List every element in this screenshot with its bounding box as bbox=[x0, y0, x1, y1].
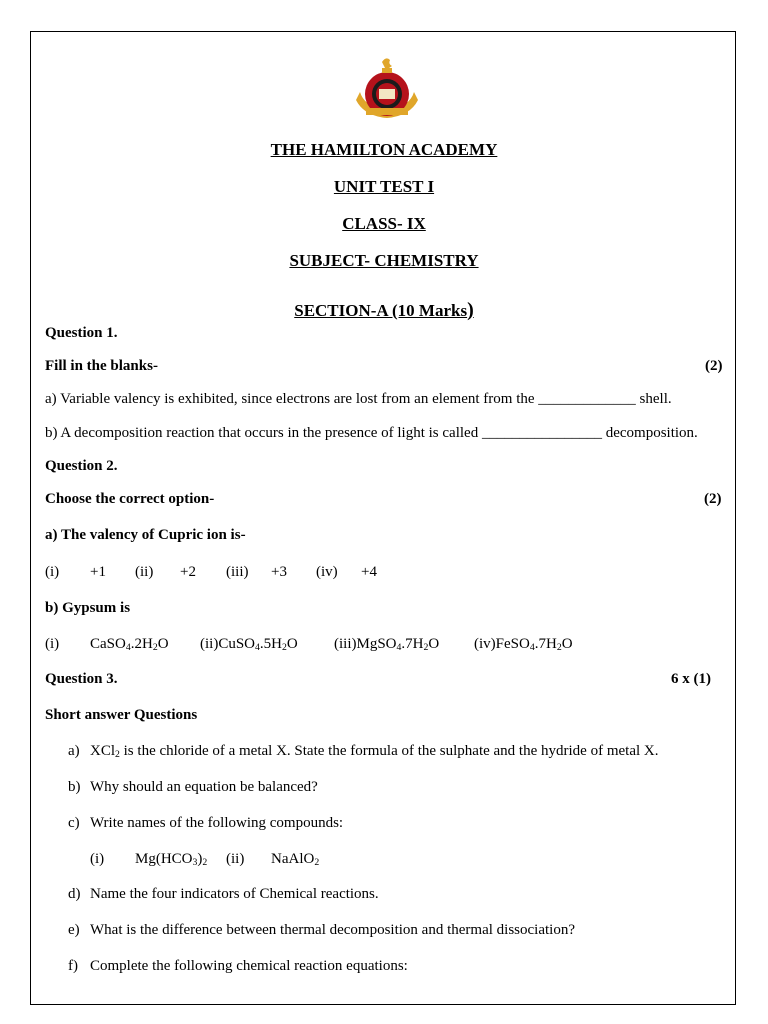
subject-title: SUBJECT- CHEMISTRY bbox=[289, 251, 479, 270]
q3-item-label: f) bbox=[68, 958, 78, 974]
q2a-option-value: +3 bbox=[271, 564, 287, 580]
compound-formula: $Mg(HCO_3)_2$ bbox=[135, 851, 208, 868]
test-title: UNIT TEST I bbox=[333, 177, 435, 196]
compound-label: (i) bbox=[90, 851, 105, 867]
q2-title: Question 2. bbox=[45, 458, 118, 474]
q3-item-text: Write names of the following compounds: bbox=[90, 815, 344, 831]
q2a-option-value: +1 bbox=[90, 564, 106, 580]
q2a-option-label: (ii) bbox=[135, 564, 154, 580]
school-logo bbox=[352, 56, 422, 120]
q2b-option-1: $CaSO_4.2H_2O$ bbox=[90, 636, 169, 653]
q2b-option-4: $(iv)FeSO_4.7H_2O$ bbox=[474, 636, 573, 653]
q1-title: Question 1. bbox=[45, 325, 118, 341]
compound-formula: NaAlO$_2$ bbox=[271, 851, 320, 868]
q1-instruction: Fill in the blanks- bbox=[45, 358, 158, 374]
q3-item-text: Complete the following chemical reaction equations: bbox=[90, 958, 408, 974]
q3-item-label: e) bbox=[68, 922, 80, 938]
q2-marks: (2) bbox=[704, 491, 722, 507]
class-title: CLASS- IX bbox=[342, 214, 426, 233]
q3-item-text: Why should an equation be balanced? bbox=[90, 779, 318, 795]
compound-label: (ii) bbox=[226, 851, 245, 867]
q1-item-b: b) A decomposition reaction that occurs in the presence of light is called ________________ decomposition. bbox=[45, 425, 698, 441]
q2a-option-value: +2 bbox=[180, 564, 196, 580]
q3-item-text: What is the difference between thermal decomposition and thermal dissociation? bbox=[90, 922, 575, 938]
q3-item-label: a) bbox=[68, 743, 80, 759]
q3-item-label: c) bbox=[68, 815, 80, 831]
q2a-option-label: (i) bbox=[45, 564, 60, 580]
q3-item-label: d) bbox=[68, 886, 81, 902]
section-title: SECTION-A (10 Marks) bbox=[294, 299, 474, 321]
q1-marks: (2) bbox=[705, 358, 723, 374]
q3-title: Question 3. bbox=[45, 671, 118, 687]
q2a-option-label: (iii) bbox=[226, 564, 249, 580]
q2b-option-2: $(ii)CuSO_4.5H_2O$ bbox=[200, 636, 298, 653]
q3-marks: 6 x (1) bbox=[671, 671, 711, 687]
q3-instruction: Short answer Questions bbox=[45, 707, 198, 723]
school-name: THE HAMILTON ACADEMY bbox=[270, 140, 498, 159]
q3-item-text: Name the four indicators of Chemical reactions. bbox=[90, 886, 379, 902]
q2-question-a: a) The valency of Cupric ion is- bbox=[45, 527, 246, 543]
q2a-option-value: +4 bbox=[361, 564, 377, 580]
q2b-option-label: (i) bbox=[45, 636, 60, 652]
q1-item-a: a) Variable valency is exhibited, since electrons are lost from an element from the _____________ shell. bbox=[45, 391, 672, 407]
q2a-option-label: (iv) bbox=[316, 564, 338, 580]
q3-item-label: b) bbox=[68, 779, 81, 795]
q2-question-b: b) Gypsum is bbox=[45, 600, 131, 616]
q2b-option-3: $(iii)MgSO_4.7H_2O$ bbox=[334, 636, 440, 653]
q2-instruction: Choose the correct option- bbox=[45, 491, 215, 507]
q3-item-text: XCl$_2$ is the chloride of a metal X. State the formula of the sulphate and the hydride of metal X. bbox=[90, 743, 659, 760]
